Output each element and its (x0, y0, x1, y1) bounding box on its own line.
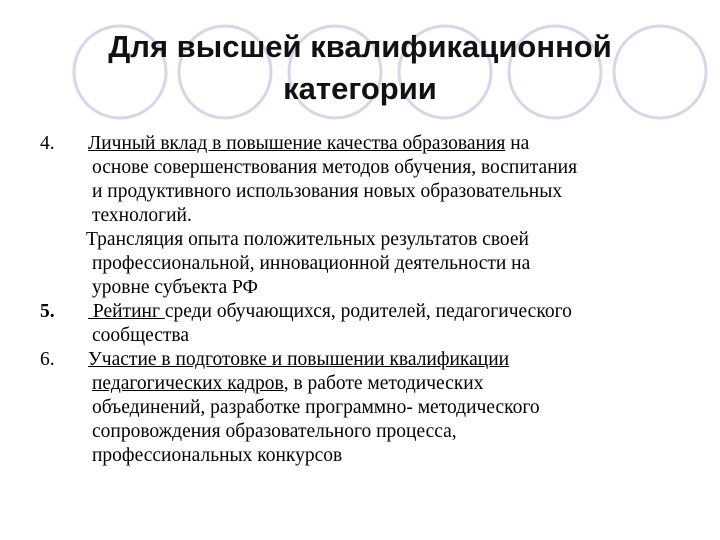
list-item-4 (40, 132, 700, 228)
item-number: 6. (40, 349, 55, 370)
item-line: Трансляция опыта положительных результатов своей (86, 229, 529, 250)
item-line: и продуктивного использования новых образовательных (92, 181, 563, 202)
item-text: , в работе методических (283, 373, 484, 394)
item-underlined-text: Участие в подготовке и повышении квалификации (88, 349, 510, 370)
item-line: профессиональной, инновационной деятельности на (92, 253, 531, 274)
item-line: сообщества (92, 325, 190, 346)
item-line: объединений, разработке программно- методического (92, 397, 540, 418)
item-line: технологий. (92, 205, 192, 226)
item-line: уровне субъекта РФ (92, 277, 258, 298)
slide-title (60, 26, 660, 110)
item-underlined-text: педагогических кадров (92, 373, 284, 394)
item-number: 5. (40, 301, 55, 322)
item-text: среди обучающихся, родителей, педагогического (164, 301, 572, 322)
criteria-list (40, 132, 700, 468)
list-item-6 (40, 348, 700, 468)
item-line: профессиональных конкурсов (92, 445, 343, 466)
item-underlined-text: Личный вклад в повышение качества образования (88, 133, 506, 154)
item-line: сопровождения образовательного процесса, (92, 421, 457, 442)
title-line-1: Для высшей квалификационной (108, 29, 612, 64)
list-item-sub (40, 228, 700, 300)
item-number: 4. (40, 133, 55, 154)
title-line-2: категории (283, 71, 437, 106)
item-line: основе совершенствования методов обучения, воспитания (92, 157, 578, 178)
item-text: на (505, 133, 530, 154)
item-underlined-text: Рейтинг (88, 301, 165, 322)
list-item-5 (40, 300, 700, 348)
